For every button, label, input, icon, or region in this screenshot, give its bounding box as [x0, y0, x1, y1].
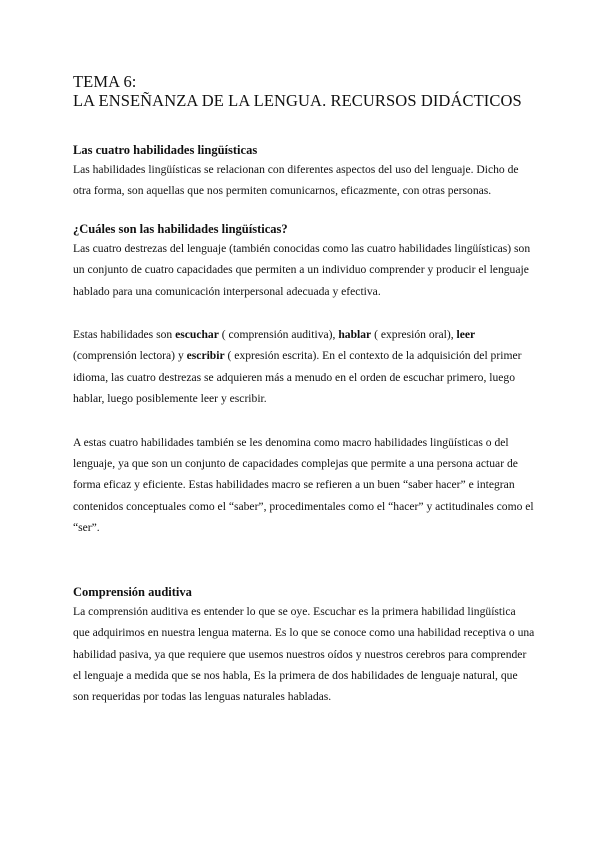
- section-heading-cuales-son: ¿Cuáles son las habilidades lingüísticas?: [73, 221, 288, 236]
- text-run: Estas habilidades son: [73, 328, 176, 342]
- title-line-1: TEMA 6:: [73, 72, 137, 91]
- text-run: ( comprensión auditiva),: [218, 328, 339, 342]
- document-page: [73, 72, 535, 708]
- paragraph-macro-habilidades: A estas cuatro habilidades también se les denomina como macro habilidades lingüísticas o del lenguaje, ya que son un conjunto de capacidades complejas que permite a una persona actuar de forma eficaz y eficiente. Estas habilidades macro se refieren a un buen “saber hacer” e integran contenidos conceptuales como el “saber”, procedimentales como el “hacer” y actitudinales como el “ser”.: [73, 435, 534, 535]
- term-leer: leer: [456, 328, 476, 342]
- section-heading-cuatro-habilidades: Las cuatro habilidades lingüísticas: [73, 143, 258, 157]
- title-line-2: LA ENSEÑANZA DE LA LENGUA. RECURSOS DIDÁCTICOS: [73, 91, 522, 110]
- text-run: (comprensión lectora) y: [73, 349, 187, 363]
- paragraph-destrezas: Las cuatro destrezas del lenguaje (también conocidas como las cuatro habilidades lingüísticas) son un conjunto de cuatro capacidades que permiten a un individuo comprender y producir el lenguaje hablado para una comunicación interpersonal adecuada y efectiva.: [73, 241, 531, 298]
- section-heading-comprension-auditiva: Comprensión auditiva: [73, 584, 192, 599]
- term-escuchar: escuchar: [175, 328, 219, 342]
- text-run: ( expresión escrita). En el contexto de la adquisición del primer idioma, las cuatro destrezas se adquieren más a menudo en el orden de escuchar primero, luego hablar, luego posiblemente leer y escribir.: [73, 349, 522, 406]
- paragraph-habilidades-lista: [73, 324, 535, 410]
- term-hablar: hablar: [338, 328, 372, 342]
- paragraph-definicion: Las habilidades lingüísticas se relacionan con diferentes aspectos del uso del lenguaje. Dicho de otra forma, son aquellas que nos permiten comunicarnos, eficazmente, con otras personas.: [73, 163, 519, 198]
- text-run: ( expresión oral),: [371, 328, 457, 342]
- paragraph-comprension-auditiva: La comprensión auditiva es entender lo que se oye. Escuchar es la primera habilidad lingüística que adquirimos en nuestra lengua materna. Es lo que se conoce como una habilidad receptiva o una habilidad pasiva, ya que requiere que usemos nuestros oídos y nuestros cerebros para comprender el lenguaje a medida que se nos habla, Es la primera de dos habilidades de lenguaje natural, que son requeridas por todas las lenguas naturales habladas.: [73, 604, 535, 704]
- document-title: [73, 72, 535, 110]
- term-escribir: escribir: [186, 349, 225, 363]
